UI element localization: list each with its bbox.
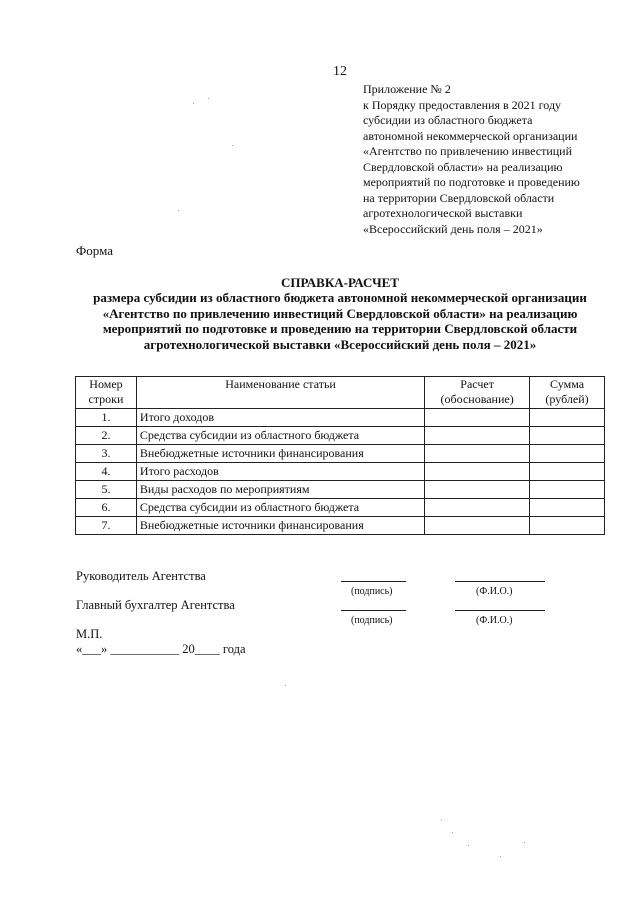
head-signature-line[interactable] <box>341 581 406 582</box>
appendix-line: мероприятий по подготовке и проведению <box>363 175 580 189</box>
appendix-line: «Всероссийский день поля – 2021» <box>363 221 543 236</box>
row-calc-cell[interactable] <box>425 517 530 535</box>
accountant-name-caption: (Ф.И.О.) <box>476 615 513 626</box>
accountant-signature-caption: (подпись) <box>351 615 393 626</box>
scan-artifact <box>468 845 469 846</box>
header-number-line2: строки <box>88 392 124 406</box>
stamp-place-label: М.П. <box>76 627 103 641</box>
appendix-line: к Порядку предоставления в 2021 году <box>363 97 562 112</box>
row-sum-cell[interactable] <box>530 427 605 445</box>
head-signature-caption: (подпись) <box>351 586 393 597</box>
header-sum <box>530 377 605 409</box>
header-calc <box>425 377 530 409</box>
row-sum-cell[interactable] <box>530 499 605 517</box>
table-header-row <box>76 377 605 409</box>
scan-artifact <box>193 103 194 104</box>
row-name: Внебюджетные источники финансирования <box>136 445 424 463</box>
table-row <box>76 463 605 481</box>
row-sum-cell[interactable] <box>530 481 605 499</box>
scan-artifact <box>208 98 209 99</box>
scan-artifact <box>452 832 453 833</box>
appendix-line: «Агентство по привлечению инвестиций <box>363 144 573 158</box>
header-name-text: Наименование статьи <box>225 377 336 391</box>
row-number: 1. <box>76 409 137 427</box>
appendix-line: Приложение № 2 <box>363 82 451 96</box>
accountant-name-line[interactable] <box>455 610 545 611</box>
scan-artifact <box>232 145 233 146</box>
subtitle-line: мероприятий по подготовке и проведению на территории Свердловской области <box>102 321 578 336</box>
head-name-line[interactable] <box>455 581 545 582</box>
head-signature-label: Руководитель Агентства <box>76 569 206 583</box>
row-calc-cell[interactable] <box>425 481 530 499</box>
document-title: СПРАВКА-РАСЧЕТ <box>281 275 399 290</box>
table-row <box>76 481 605 499</box>
row-sum-cell[interactable] <box>530 409 605 427</box>
row-calc-cell[interactable] <box>425 409 530 427</box>
row-name: Внебюджетные источники финансирования <box>136 517 424 535</box>
header-sum-line1: Сумма <box>550 377 585 391</box>
row-name: Итого доходов <box>136 409 424 427</box>
table-row <box>76 517 605 535</box>
row-name: Средства субсидии из областного бюджета <box>136 499 424 517</box>
scan-artifact <box>500 856 501 857</box>
scan-artifact <box>441 820 442 821</box>
row-number: 3. <box>76 445 137 463</box>
row-number: 2. <box>76 427 137 445</box>
header-sum-line2: (рублей) <box>545 392 589 406</box>
row-number: 6. <box>76 499 137 517</box>
appendix-line: субсидии из областного бюджета <box>363 113 533 127</box>
row-name: Итого расходов <box>136 463 424 481</box>
row-calc-cell[interactable] <box>425 499 530 517</box>
table-row <box>76 409 605 427</box>
accountant-signature-line[interactable] <box>341 610 406 611</box>
scan-artifact <box>524 842 525 843</box>
header-calc-line1: Расчет <box>460 377 494 391</box>
scan-artifact <box>285 685 286 686</box>
row-number: 5. <box>76 481 137 499</box>
appendix-line: Свердловской области» на реализацию <box>363 159 563 174</box>
row-name: Средства субсидии из областного бюджета <box>136 427 424 445</box>
accountant-signature-label: Главный бухгалтер Агентства <box>76 598 235 612</box>
table-row <box>76 499 605 517</box>
appendix-line: агротехнологической выставки <box>363 206 523 220</box>
appendix-block <box>363 82 623 237</box>
row-name: Виды расходов по мероприятиям <box>136 481 424 499</box>
subtitle-line: агротехнологической выставки «Всероссийский день поля – 2021» <box>143 336 537 352</box>
row-calc-cell[interactable] <box>425 445 530 463</box>
header-name <box>136 377 424 409</box>
table-row <box>76 427 605 445</box>
row-calc-cell[interactable] <box>425 427 530 445</box>
row-number: 4. <box>76 463 137 481</box>
appendix-line: на территории Свердловской области <box>363 190 555 205</box>
header-number-line1: Номер <box>89 377 123 391</box>
head-name-caption: (Ф.И.О.) <box>476 586 513 597</box>
table-row <box>76 445 605 463</box>
subtitle-line: размера субсидии из областного бюджета автономной некоммерческой организации <box>93 290 587 305</box>
row-number: 7. <box>76 517 137 535</box>
header-calc-line2: (обоснование) <box>440 392 514 406</box>
row-sum-cell[interactable] <box>530 463 605 481</box>
document-subtitle <box>60 290 620 352</box>
row-sum-cell[interactable] <box>530 517 605 535</box>
date-line: «___» ___________ 20____ года <box>76 642 246 656</box>
page-number: 12 <box>333 64 347 79</box>
row-calc-cell[interactable] <box>425 463 530 481</box>
calculation-table <box>75 376 605 535</box>
appendix-line: автономной некоммерческой организации <box>363 128 578 143</box>
subtitle-line: «Агентство по привлечению инвестиций Свердловской области» на реализацию <box>102 305 578 321</box>
row-sum-cell[interactable] <box>530 445 605 463</box>
scan-artifact <box>178 210 179 211</box>
header-number <box>76 377 137 409</box>
form-label: Форма <box>76 243 113 258</box>
